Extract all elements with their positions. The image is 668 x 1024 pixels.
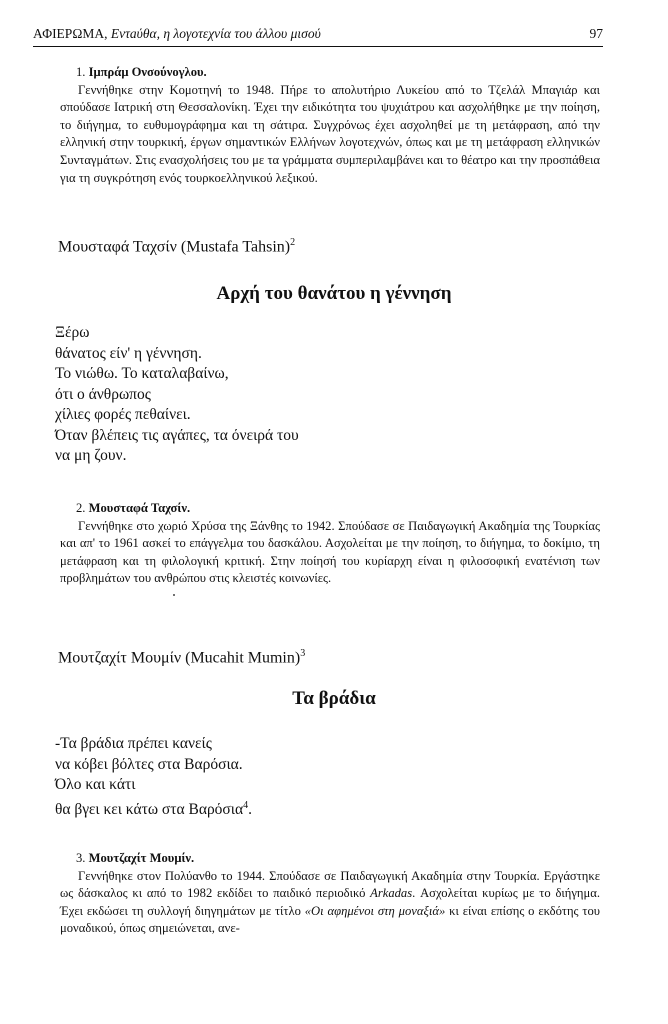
header-title-line [33,26,321,42]
header-subtitle: Εντaύθα, η λογοτεχνία του άλλου μισού [110,26,321,41]
running-header [33,24,603,46]
stray-mark [173,594,175,596]
note-heading [76,500,600,518]
poem-line: χίλιες φορές πεθαίνει. [55,406,191,423]
magazine-title: Arkadas [370,886,413,901]
author-name: Μουτζαχίτ Μουμίν (Mucahit Mumin) [58,649,301,667]
note-name: Ιμπράμ Ονσούνογλου. [88,65,207,79]
poem-line: ότι ο άνθρωπος [55,385,151,403]
poem-author [58,648,305,667]
footnote-marker: 4 [243,799,249,811]
poem-line: να κόβει βόλτες στα Βαρόσια. [55,755,243,773]
biographical-note-3 [60,850,600,938]
note-number: 3. [76,851,86,865]
poem-title: Τα βράδια [292,688,376,709]
biographical-note-1 [60,64,600,187]
note-text-part: Γεννήθηκε στον Πολύανθο το 1944. Σπούδασε σε Παιδαγωγική Ακαδημία στην Τουρκία. Εργάστηκε ως δάσκαλος κι από το 1982 εκδίδει το παιδικό περιοδικό [60,868,600,901]
poem-line: να μη ζουν. [55,447,127,464]
poem-author [58,237,295,256]
poem-line-end: . [248,800,252,818]
book-title: «Οι αφημένοι στη μοναξιά» [304,903,446,918]
note-text: Γεννήθηκε στην Κομοτηνή το 1948. Πήρε το απολυτήριο Λυκείου από το Τζελάλ Μπαγιάρ και σπούδασε Ιατρική στη Θεσσαλονίκη. Έχει την ειδικότητα του ψυχιάτρου και ασχολήθηκε με την ποίηση, το διήγημα, το ευθυμογράφημα και τη σάτιρα. Συγχρόνως έχει ασχοληθεί με τη μετάφραση, από την ελληνική στην τουρκική, έργων σημαντικών Ελλήνων λογοτεχνών, όπως και με τη μετάφραση ελληνικών Συνταγμάτων. Στις ενασχολήσεις του με τα γράμματα συμπεριλαμβάνει και το θέατρο και την προσπάθεια για τη συγκρότηση ενός τουρκοελληνικού λεξικού. [60,82,600,185]
page-number: 97 [589,26,603,41]
poem-title: Αρχή του θανάτου η γέννηση [216,283,452,304]
note-text-part: κι είναι επίσης ο εκδότης του μοναδικού, όπως σημειώνεται, ανε- [60,903,600,936]
note-heading [76,850,600,868]
poem-line: Το νιώθω. Το καταλαβαίνω, [55,365,229,382]
poem-line: -Τα βράδια πρέπει κανείς [55,735,212,752]
poem-body [55,323,299,467]
poem-line [55,796,252,821]
note-name: Μουσταφά Ταχσίν. [88,501,191,515]
note-text-part: . Ασχολείται κυρίως με το διήγημα. Έχει εκδώσει τη συλλογή διηγημάτων με τίτλο [60,886,601,918]
author-name: Μουσταφά Ταχσίν (Mustafa Tahsin) [58,238,291,256]
footnote-marker: 3 [300,648,306,659]
note-text [60,868,600,938]
note-number: 1. [76,65,86,79]
poem-body [55,734,252,820]
note-heading [76,64,600,82]
poem-line: Όλο και κάτι [55,776,136,793]
poem-line: Ξέρω [55,324,90,341]
note-text: Γεννήθηκε στο χωριό Χρύσα της Ξάνθης το 1942. Σπούδασε σε Παιδαγωγική Ακαδημία της Τουρκίας και απ' το 1961 ασκεί το επάγγελμα του δασκάλου. Ασχολείται με την ποίηση, το διήγημα, το δοκίμιο, τη μετάφραση και τη φιλολογική κριτική. Στην ποίησή του κυρίαρχη είναι η φιλοσοφική ενατένιση των προβλημάτων του ανθρώπου στις κλειστές κοινωνίες. [60,518,600,586]
note-name: Μουτζαχίτ Μουμίν. [88,851,195,865]
header-rule [33,46,603,47]
poem-line: Όταν βλέπεις τις αγάπες, τα όνειρά του [55,426,299,444]
header-title: ΑΦΙΕΡΩΜΑ, [33,26,108,41]
poem-line-text: θα βγει κει κάτω στα Βαρόσια [55,800,244,818]
biographical-note-2 [60,500,600,588]
poem-line: θάνατος είν' η γέννηση. [55,344,202,362]
footnote-marker: 2 [290,237,296,248]
note-number: 2. [76,501,86,515]
